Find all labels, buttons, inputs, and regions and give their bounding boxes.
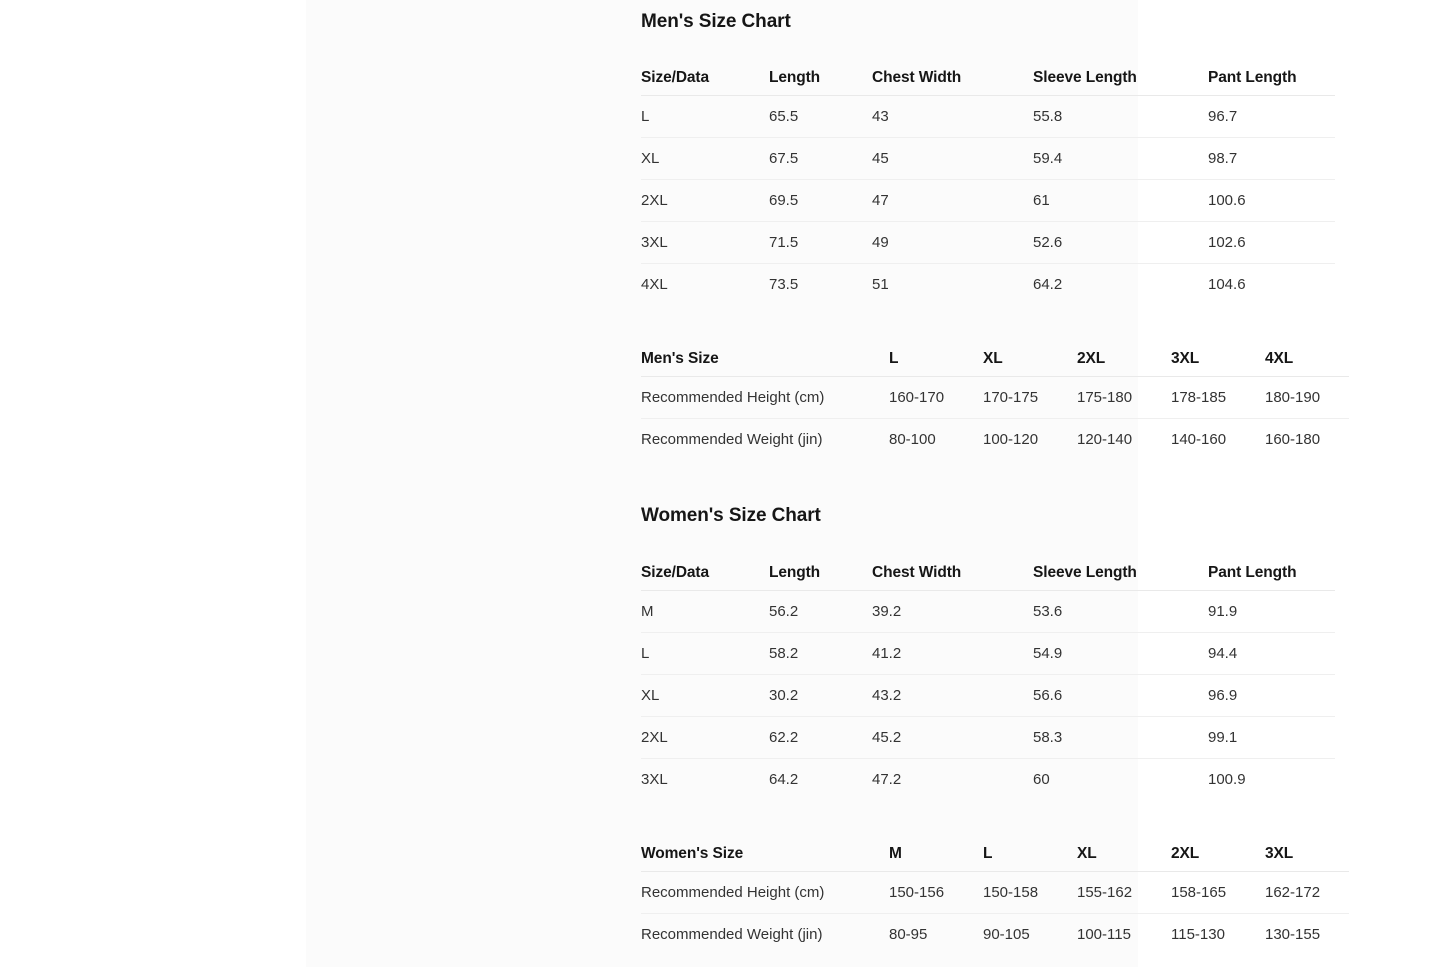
cell-length: 62.2 [769, 717, 872, 759]
cell-size: 3XL [641, 771, 668, 788]
cell-height-2xl: 158-165 [1171, 872, 1265, 914]
mens-measurements-table [641, 60, 1335, 305]
cell-length: 56.2 [769, 591, 872, 633]
table-row [641, 96, 1335, 138]
table-row [641, 222, 1335, 264]
cell-length: 65.5 [769, 96, 872, 138]
table-row [641, 138, 1335, 180]
cell-sleeve-length: 52.6 [1033, 222, 1208, 264]
cell-size: M [641, 591, 769, 633]
cell-pant-length: 94.4 [1208, 633, 1335, 675]
cell-pant-length: 102.6 [1208, 222, 1335, 264]
cell-size: 4XL [641, 276, 668, 293]
cell-height-3xl: 178-185 [1171, 377, 1265, 419]
column-header-size-l: L [889, 341, 983, 377]
cell-weight-xl: 100-115 [1077, 926, 1131, 943]
cell-pant-length: 96.9 [1208, 675, 1335, 717]
column-header-size-l: L [983, 836, 1077, 872]
cell-chest-width: 43 [872, 96, 1033, 138]
cell-chest-width: 51 [872, 276, 889, 293]
cell-height-4xl: 180-190 [1265, 377, 1349, 419]
column-header-length: Length [769, 60, 872, 96]
cell-weight-2xl: 115-130 [1171, 926, 1225, 943]
table-row [641, 914, 1349, 956]
cell-length: 71.5 [769, 222, 872, 264]
cell-height-2xl: 175-180 [1077, 377, 1171, 419]
cell-length: 64.2 [769, 771, 799, 788]
mens-recommendations-table [641, 341, 1349, 460]
cell-length: 30.2 [769, 675, 872, 717]
table-row [641, 377, 1349, 419]
cell-weight-l: 80-100 [889, 431, 936, 448]
cell-weight-2xl: 120-140 [1077, 431, 1133, 448]
cell-pant-length: 91.9 [1208, 591, 1335, 633]
cell-size: XL [641, 675, 769, 717]
column-header-pant-length: Pant Length [1208, 555, 1335, 591]
womens-measurements-table [641, 555, 1335, 800]
cell-length: 67.5 [769, 138, 872, 180]
table-header-row [641, 60, 1335, 96]
column-header-size-3xl: 3XL [1265, 836, 1349, 872]
table-row [641, 633, 1335, 675]
column-header-sleeve-length: Sleeve Length [1033, 60, 1208, 96]
cell-length: 58.2 [769, 633, 872, 675]
column-header-mens-size: Men's Size [641, 341, 889, 377]
cell-chest-width: 43.2 [872, 675, 1033, 717]
cell-sleeve-length: 55.8 [1033, 96, 1208, 138]
column-header-size-3xl: 3XL [1171, 341, 1265, 377]
cell-height-xl: 170-175 [983, 377, 1077, 419]
column-header-womens-size: Women's Size [641, 836, 889, 872]
cell-pant-length: 100.6 [1208, 180, 1335, 222]
cell-chest-width: 39.2 [872, 591, 1033, 633]
table-row [641, 872, 1349, 914]
cell-pant-length: 104.6 [1208, 276, 1246, 293]
content-panel [306, 0, 1321, 967]
cell-size: 2XL [641, 717, 769, 759]
cell-sleeve-length: 59.4 [1033, 138, 1208, 180]
column-header-size: Size/Data [641, 555, 769, 591]
column-header-size-xl: XL [983, 341, 1077, 377]
cell-weight-l: 90-105 [983, 926, 1030, 943]
cell-chest-width: 45.2 [872, 717, 1033, 759]
cell-chest-width: 41.2 [872, 633, 1033, 675]
table-row [641, 180, 1335, 222]
cell-chest-width: 47 [872, 180, 1033, 222]
column-header-chest-width: Chest Width [872, 60, 1033, 96]
cell-weight-xl: 100-120 [983, 431, 1039, 448]
womens-size-chart-title: Women's Size Chart [641, 505, 821, 526]
cell-weight-3xl: 140-160 [1171, 431, 1227, 448]
womens-recommendations-table [641, 836, 1349, 955]
cell-weight-4xl: 160-180 [1265, 431, 1321, 448]
cell-sleeve-length: 54.9 [1033, 633, 1208, 675]
row-label-recommended-weight: Recommended Weight (jin) [641, 926, 823, 943]
table-row [641, 717, 1335, 759]
table-row [641, 759, 1335, 801]
row-label-recommended-height: Recommended Height (cm) [641, 377, 889, 419]
cell-sleeve-length: 58.3 [1033, 717, 1208, 759]
table-header-row [641, 341, 1349, 377]
column-header-size-m: M [889, 836, 983, 872]
cell-length: 69.5 [769, 180, 872, 222]
column-header-size-2xl: 2XL [1077, 341, 1171, 377]
table-row [641, 264, 1335, 306]
cell-pant-length: 98.7 [1208, 138, 1335, 180]
cell-size: 2XL [641, 180, 769, 222]
column-header-chest-width: Chest Width [872, 555, 1033, 591]
cell-height-xl: 155-162 [1077, 872, 1171, 914]
cell-size: L [641, 96, 769, 138]
column-header-length: Length [769, 555, 872, 591]
column-header-size-xl: XL [1077, 836, 1171, 872]
cell-weight-m: 80-95 [889, 926, 928, 943]
table-row [641, 419, 1349, 461]
table-row [641, 675, 1335, 717]
cell-sleeve-length: 64.2 [1033, 276, 1063, 293]
table-header-row [641, 836, 1349, 872]
cell-sleeve-length: 61 [1033, 180, 1208, 222]
cell-size: L [641, 633, 769, 675]
row-label-recommended-height: Recommended Height (cm) [641, 872, 889, 914]
cell-chest-width: 45 [872, 138, 1033, 180]
row-label-recommended-weight: Recommended Weight (jin) [641, 431, 823, 448]
column-header-sleeve-length: Sleeve Length [1033, 555, 1208, 591]
column-header-size-4xl: 4XL [1265, 341, 1349, 377]
cell-height-l: 150-158 [983, 872, 1077, 914]
cell-pant-length: 100.9 [1208, 771, 1246, 788]
column-header-pant-length: Pant Length [1208, 60, 1335, 96]
cell-height-l: 160-170 [889, 377, 983, 419]
cell-height-3xl: 162-172 [1265, 872, 1349, 914]
column-header-size: Size/Data [641, 60, 769, 96]
cell-chest-width: 49 [872, 222, 1033, 264]
cell-sleeve-length: 56.6 [1033, 675, 1208, 717]
table-row [641, 591, 1335, 633]
cell-chest-width: 47.2 [872, 771, 902, 788]
cell-weight-3xl: 130-155 [1265, 926, 1321, 943]
table-header-row [641, 555, 1335, 591]
cell-length: 73.5 [769, 276, 799, 293]
cell-size: 3XL [641, 222, 769, 264]
cell-pant-length: 96.7 [1208, 96, 1335, 138]
column-header-size-2xl: 2XL [1171, 836, 1265, 872]
cell-sleeve-length: 53.6 [1033, 591, 1208, 633]
cell-pant-length: 99.1 [1208, 717, 1335, 759]
cell-size: XL [641, 138, 769, 180]
cell-height-m: 150-156 [889, 872, 983, 914]
cell-sleeve-length: 60 [1033, 771, 1050, 788]
mens-size-chart-title: Men's Size Chart [641, 11, 791, 32]
